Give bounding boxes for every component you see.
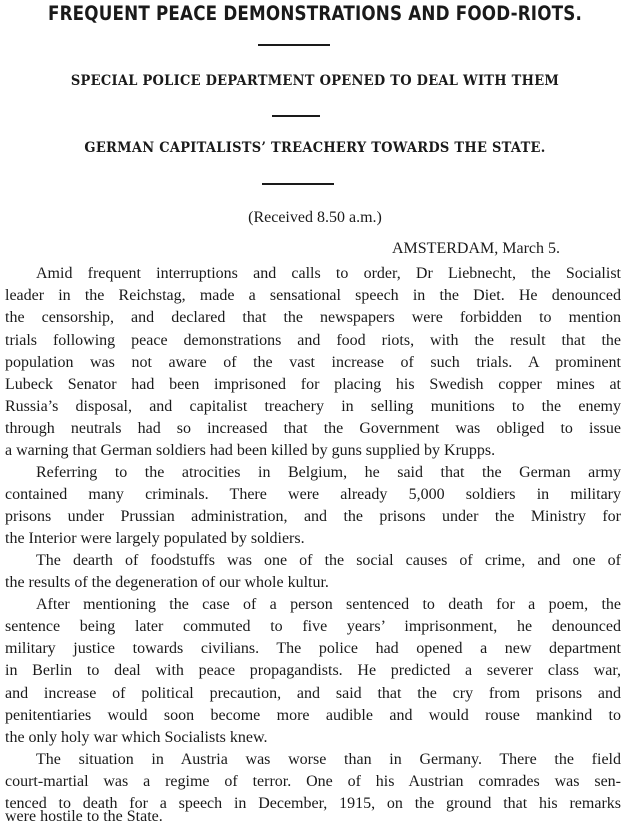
body-line: and increase of political precaution, and said that the cry from prisons and bbox=[5, 685, 621, 702]
body-line: the results of the degeneration of our whole kultur. bbox=[5, 574, 329, 591]
subheadline-divider bbox=[262, 183, 334, 185]
body-line: were hostile to the State. bbox=[5, 808, 163, 825]
body-line: through neutrals had so increased that the Government was obliged to issue bbox=[5, 420, 621, 437]
body-line: Lubeck Senator had been imprisoned for placing his Swedish copper mines at bbox=[5, 376, 621, 393]
main-headline: FREQUENT PEACE DEMONSTRATIONS AND FOOD-RIOTS. bbox=[47, 2, 583, 25]
body-line: military justice towards civilians. The police had opened a new department bbox=[5, 640, 621, 657]
body-line: sentence being later commuted to five years’ imprisonment, he denounced bbox=[5, 618, 621, 635]
body-line: Russia’s disposal, and capitalist treachery in selling munitions to the enemy bbox=[5, 398, 621, 415]
body-line: prisons under Prussian administration, and the prisons under the Ministry for bbox=[5, 508, 621, 525]
body-line: a warning that German soldiers had been killed by guns supplied by Krupps. bbox=[5, 442, 496, 459]
subheadline-police-department: SPECIAL POLICE DEPARTMENT OPENED TO DEAL WITH THEM bbox=[70, 73, 560, 89]
body-line: After mentioning the case of a person sentenced to death for a poem, the bbox=[36, 596, 621, 613]
headline-divider bbox=[258, 44, 330, 46]
body-line: Amid frequent interruptions and calls to order, Dr Liebnecht, the Socialist bbox=[36, 265, 621, 282]
body-line: contained many criminals. There were already 5,000 soldiers in military bbox=[5, 486, 621, 503]
body-line: penitentiaries would soon become more audible and would rouse mankind to bbox=[5, 707, 621, 724]
body-line: the censorship, and declared that the newspapers were forbidden to mention bbox=[5, 309, 621, 326]
subheadline-capitalists-treachery: GERMAN CAPITALISTS’ TREACHERY TOWARDS THE STATE. bbox=[84, 140, 546, 156]
dateline: AMSTERDAM, March 5. bbox=[392, 240, 560, 257]
body-line: in Berlin to deal with peace propagandists. He predicted a severer class war, bbox=[5, 662, 621, 679]
body-line: The situation in Austria was worse than in Germany. There the field bbox=[36, 751, 621, 768]
body-line: trials following peace demonstrations and food riots, with the result that the bbox=[5, 332, 621, 349]
body-line: Referring to the atrocities in Belgium, he said that the German army bbox=[36, 464, 621, 481]
subheadline-divider bbox=[272, 115, 320, 117]
body-line: leader in the Reichstag, made a sensational speech in the Diet. He denounced bbox=[5, 287, 621, 304]
body-line: court-martial was a regime of terror. One of his Austrian comrades was sen- bbox=[5, 773, 621, 790]
body-line: The dearth of foodstuffs was one of the social causes of crime, and one of bbox=[36, 552, 621, 569]
received-time: (Received 8.50 a.m.) bbox=[248, 209, 382, 226]
body-line: population was not aware of the vast increase of such trials. A prominent bbox=[5, 354, 621, 371]
body-line: tenced to death for a speech in December, 1915, on the ground that his remarks bbox=[5, 795, 621, 812]
body-line: the Interior were largely populated by soldiers. bbox=[5, 530, 305, 547]
body-line: the only holy war which Socialists knew. bbox=[5, 729, 268, 746]
